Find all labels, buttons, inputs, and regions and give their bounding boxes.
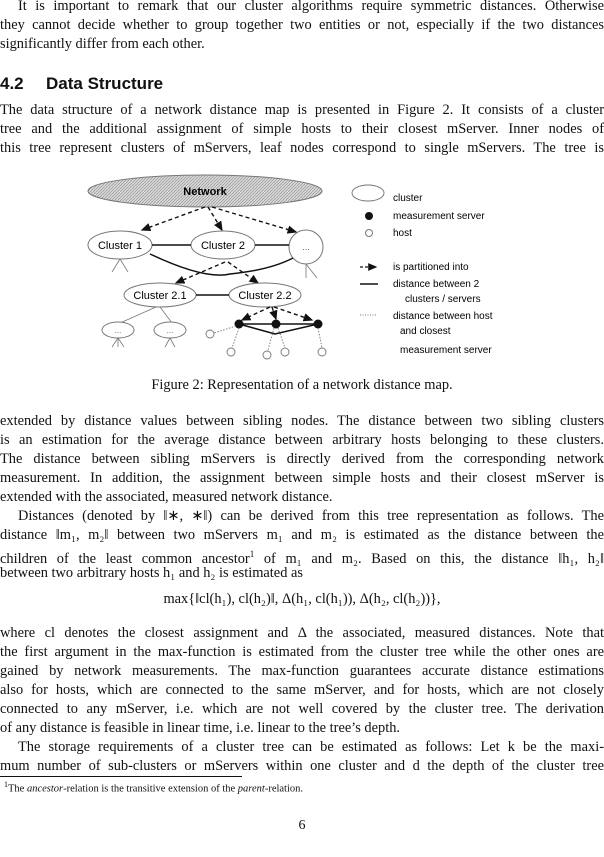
- legend: [352, 185, 493, 356]
- para-after-line-5: extended with the associated, measured network distance.: [0, 489, 333, 505]
- cluster-2-2-label: Cluster 2.2: [238, 290, 292, 302]
- subcluster-b-label: ...: [166, 326, 174, 335]
- legend-host-distance-label-3: measurement server: [400, 345, 492, 356]
- footnote-em-parent: parent: [237, 783, 265, 795]
- host-node: [318, 348, 326, 356]
- para-distances-line-1: Distances (denoted by ‖∗, ∗‖) can be derived from this tree representation as follows. The: [18, 508, 604, 524]
- footnote: [4, 780, 303, 795]
- legend-cluster-label: cluster: [393, 193, 423, 204]
- cluster-2-1-branches: [120, 307, 172, 323]
- host-node: [281, 348, 289, 356]
- subcluster-a-label: ...: [114, 326, 122, 335]
- footnote-pre: The: [8, 783, 27, 795]
- cluster-2-label: Cluster 2: [200, 240, 246, 252]
- legend-distance-label-1: distance between 2: [393, 279, 480, 290]
- legend-cluster-icon: [352, 185, 384, 201]
- legend-host-distance-label-2: and closest: [400, 326, 451, 337]
- legend-distance-label-2: clusters / servers: [405, 294, 481, 305]
- para-where-line-5: connected to any mServer, i.e. which are not well covered by the cluster tree. The derivation: [0, 701, 604, 717]
- para-distances-line-3b: of m₁ and m₂. Based on this, the distance ‖h₁, h₂‖: [254, 550, 604, 567]
- para-intro-line-1: The data structure of a network distance map is presented in Figure 2. It consists of a cluster: [0, 102, 604, 118]
- host-links: [214, 326, 322, 350]
- legend-host-label: host: [393, 228, 412, 239]
- para-distances-line-2: distance ‖m₁, m₂‖ between two mServers m₁ and m₂ is estimated as the distance between the: [0, 527, 604, 543]
- cluster-1-label: Cluster 1: [97, 240, 143, 252]
- section-number: 4.2: [0, 74, 24, 93]
- para-storage-line-2: mum number of sub-clusters or mServers within one cluster and d the depth of the cluster tree: [0, 758, 604, 774]
- partition-arrows-top: [142, 207, 296, 232]
- para-where-line-4: also for hosts, which are connected to the same mServer, and for hosts, which are not closely: [0, 682, 604, 698]
- footnote-mark: 1: [4, 780, 8, 789]
- footnote-mid: -relation is the transitive extension of the: [63, 783, 238, 795]
- server-node: [314, 320, 323, 329]
- footnote-ref[interactable]: 1: [249, 549, 255, 559]
- page-number: 6: [298, 818, 306, 833]
- server-node: [272, 320, 281, 329]
- footnote-em-ancestor: ancestor: [26, 783, 64, 795]
- para-where-line-6: of any distance is feasible in linear time, i.e. linear to the tree’s depth.: [0, 720, 401, 736]
- subcluster-stubs: [112, 338, 175, 347]
- para-top-line-2: they cannot decide whether to group together two entities or not, especially if the two distances: [0, 17, 604, 33]
- host-node: [227, 348, 235, 356]
- host-node: [206, 330, 214, 338]
- para-where-line-2: the first argument in the max-function is estimated from the cluster tree while the other ones are: [0, 644, 604, 660]
- equation: max{‖cl(h₁), cl(h₂)‖, Δ(h₁, cl(h₁)), Δ(h₂, cl(h₂))},: [163, 591, 441, 607]
- partition-arrows-cluster2-2: [242, 307, 312, 320]
- host-node: [263, 351, 271, 359]
- footnote-rule: [0, 776, 242, 777]
- para-where-line-1: where cl denotes the closest assignment and Δ the associated, measured distances. Note that: [0, 625, 604, 641]
- para-storage-line-1: The storage requirements of a cluster tree can be estimated as follows: Let k be the maxi-: [18, 739, 604, 755]
- para-top-line-1: It is important to remark that our cluster algorithms require symmetric distances. Otherwise: [18, 0, 604, 14]
- figure-network-distance-map: [0, 168, 604, 368]
- section-heading: [0, 74, 163, 94]
- figure-caption: Figure 2: Representation of a network distance map.: [151, 377, 453, 393]
- legend-host-icon: [366, 230, 373, 237]
- host-nodes: [206, 330, 326, 359]
- cluster-ellipsis-label: ...: [302, 242, 310, 252]
- section-title: Data Structure: [46, 74, 164, 93]
- para-intro-line-2: tree and the additional assignment of simple hosts to their closest mServer. Inner nodes of: [0, 121, 604, 137]
- para-after-line-1: extended by distance values between sibling nodes. The distance between two sibling clusters: [0, 413, 604, 429]
- footnote-post: -relation.: [264, 783, 304, 795]
- legend-host-distance-label-1: distance between host: [393, 311, 493, 322]
- legend-server-icon: [365, 212, 373, 220]
- para-top-line-3: significantly differ from each other.: [0, 36, 205, 52]
- para-distances-line-4: between two arbitrary hosts h₁ and h₂ is estimated as: [0, 565, 303, 581]
- para-after-line-4: measurement. In addition, the assignment between simple hosts and their closest mServer is: [0, 470, 604, 486]
- network-label: Network: [183, 186, 227, 198]
- legend-server-label: measurement server: [393, 211, 485, 222]
- para-distances-line-3a: children of the least common ancestor: [0, 550, 250, 567]
- para-where-line-3: gained by network measurements. The max-function guarantees accurate distance estimations: [0, 663, 604, 679]
- legend-partition-label: is partitioned into: [393, 262, 469, 273]
- para-after-line-3: The distance between sibling mServers is directly derived from the corresponding network: [0, 451, 604, 467]
- cluster-2-1-label: Cluster 2.1: [133, 290, 187, 302]
- para-intro-line-3: this tree represent clusters of mServers, leaf nodes correspond to single mServers. The tree is: [0, 140, 604, 156]
- server-node: [235, 320, 244, 329]
- para-after-line-2: is an estimation for the average distance between arbitrary hosts belonging to these clusters.: [0, 432, 604, 448]
